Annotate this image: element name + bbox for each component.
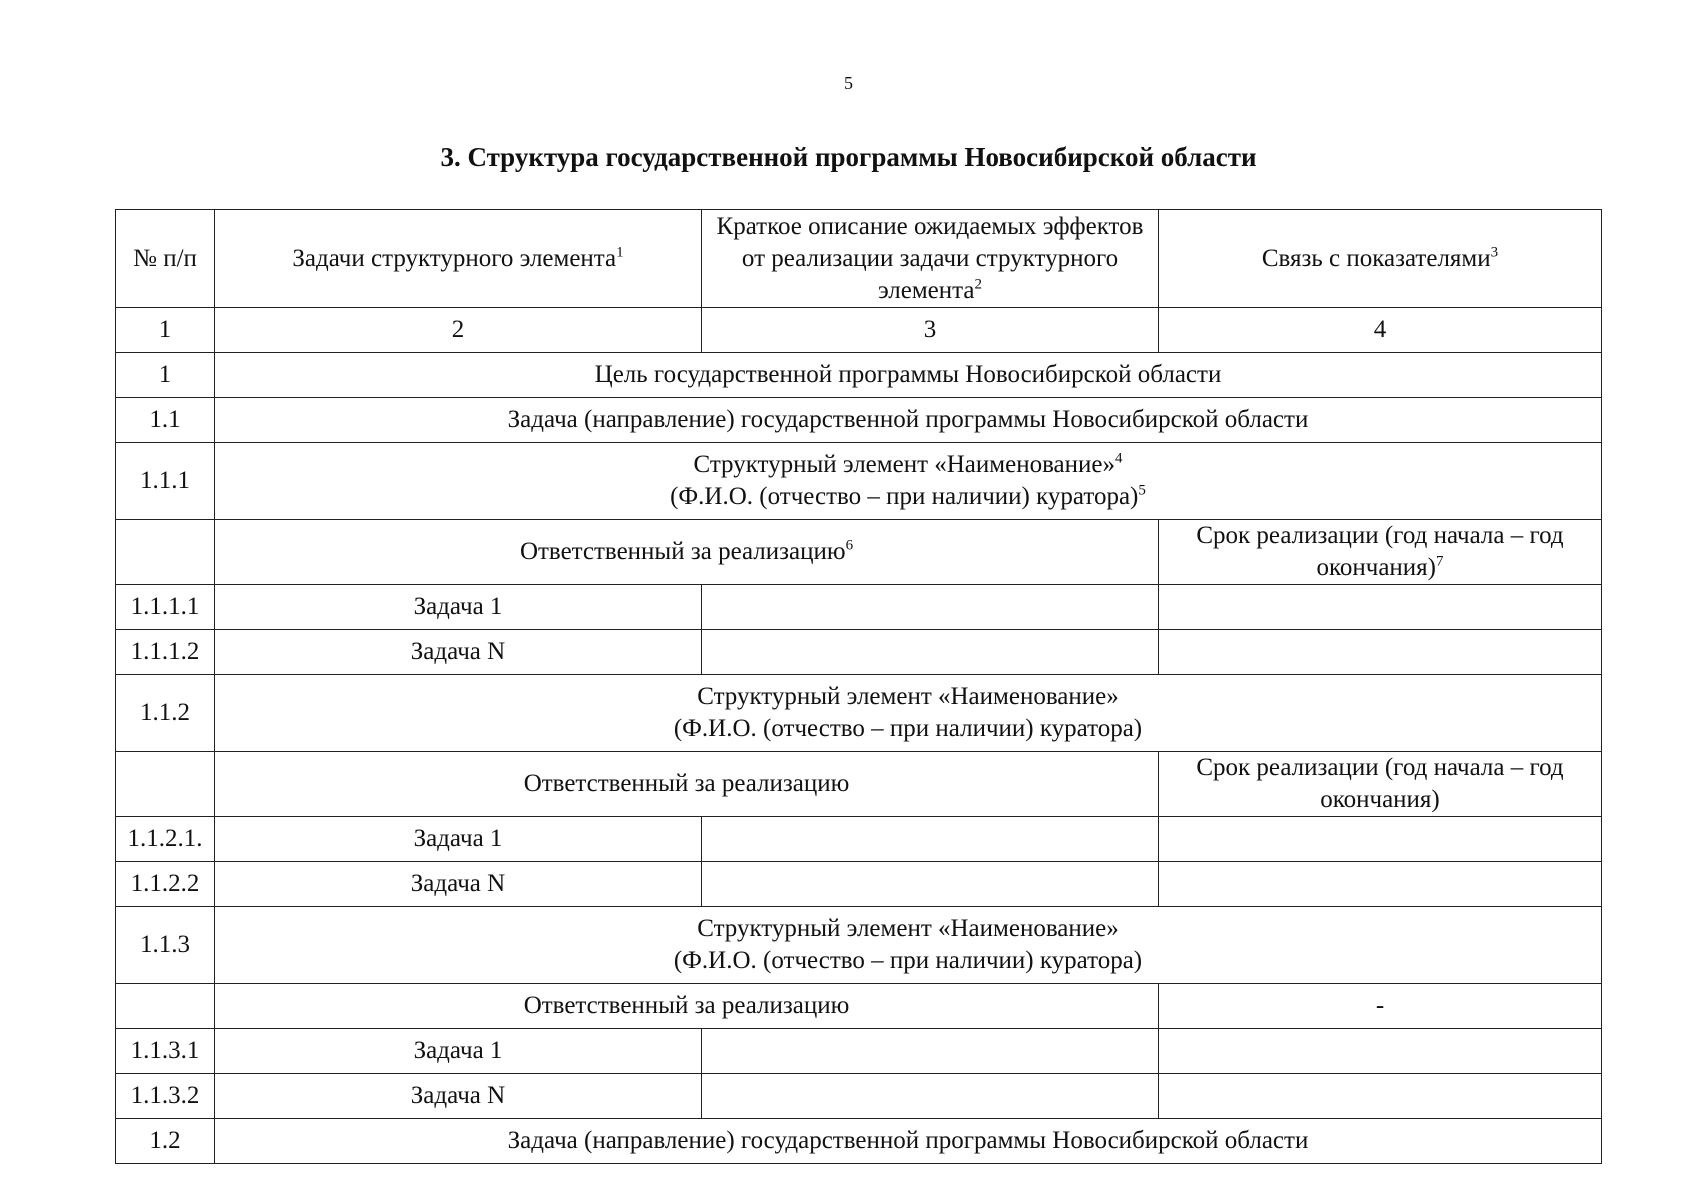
empty-cell bbox=[1159, 817, 1602, 862]
task-direction-row bbox=[116, 1119, 1602, 1164]
table-row bbox=[116, 630, 1602, 675]
task-name: Задача 1 bbox=[215, 585, 702, 630]
task-name: Задача N bbox=[215, 1074, 702, 1119]
column-number: 1 bbox=[116, 308, 215, 353]
page-title: 3. Структура государственной программы Новосибирской области bbox=[440, 142, 1257, 172]
column-number: 4 bbox=[1159, 308, 1602, 353]
table-row bbox=[116, 585, 1602, 630]
page-number: 5 bbox=[844, 73, 853, 93]
structural-element-row bbox=[116, 443, 1602, 520]
empty-cell bbox=[116, 520, 215, 585]
task-name: Задача N bbox=[215, 630, 702, 675]
table-row bbox=[116, 1074, 1602, 1119]
task-direction-text: Задача (направление) государственной программы Новосибирской области bbox=[215, 1119, 1602, 1164]
row-number: 1.1.2.1. bbox=[116, 817, 215, 862]
header-effects-cell bbox=[702, 210, 1159, 308]
column-number: 2 bbox=[215, 308, 702, 353]
term-cell: - bbox=[1159, 984, 1602, 1029]
row-number: 1.1 bbox=[116, 398, 215, 443]
structural-element-curator: (Ф.И.О. (отчество – при наличии) куратора)$^5$ bbox=[670, 482, 1146, 510]
responsible-cell: Ответственный за реализацию bbox=[215, 752, 1159, 817]
structural-element-name: Структурный элемент «Наименование»$^4$ bbox=[693, 450, 1123, 478]
responsible-cell: Ответственный за реализацию bbox=[215, 984, 1159, 1029]
task-name: Задача 1 bbox=[215, 1029, 702, 1074]
empty-cell bbox=[702, 1074, 1159, 1119]
header-tasks: Задачи структурного элемента bbox=[292, 244, 617, 272]
empty-cell bbox=[702, 630, 1159, 675]
responsible-row bbox=[116, 520, 1602, 585]
footnote-mark: 2 bbox=[974, 276, 982, 293]
term-cell: Срок реализации (год начала – год окончания) bbox=[1159, 752, 1602, 817]
structural-element-row bbox=[116, 675, 1602, 752]
task-name: Задача N bbox=[215, 862, 702, 907]
header-effects: Краткое описание ожидаемых эффектов от реализации задачи структурного элемента bbox=[716, 212, 1144, 304]
empty-cell bbox=[702, 862, 1159, 907]
structural-element-name: Структурный элемент «Наименование» bbox=[697, 915, 1119, 942]
table-row bbox=[116, 817, 1602, 862]
row-number: 1.1.2.2 bbox=[116, 862, 215, 907]
empty-cell bbox=[1159, 862, 1602, 907]
responsible-cell: Ответственный за реализацию$^6$ bbox=[215, 520, 1159, 585]
structural-element-row bbox=[116, 907, 1602, 984]
footnote-mark: 4 bbox=[1115, 450, 1123, 467]
row-number: 1.1.1.1 bbox=[116, 585, 215, 630]
empty-cell bbox=[702, 817, 1159, 862]
table-row bbox=[116, 1029, 1602, 1074]
structural-element-curator: (Ф.И.О. (отчество – при наличии) куратора) bbox=[673, 947, 1143, 974]
responsible-row bbox=[116, 984, 1602, 1029]
row-number: 1.1.3.1 bbox=[116, 1029, 215, 1074]
footnote-mark: 1 bbox=[616, 244, 624, 261]
task-direction-row bbox=[116, 398, 1602, 443]
goal-text: Цель государственной программы Новосибирской области bbox=[215, 353, 1602, 398]
structural-element-curator: (Ф.И.О. (отчество – при наличии) куратора) bbox=[673, 715, 1143, 742]
structural-element-cell bbox=[215, 443, 1602, 520]
structure-table bbox=[115, 209, 1602, 1164]
footnote-mark: 3 bbox=[1490, 244, 1499, 261]
header-indicators-cell bbox=[1159, 210, 1602, 308]
structural-element-cell bbox=[215, 907, 1602, 984]
row-number: 1.1.2 bbox=[116, 675, 215, 752]
empty-cell bbox=[116, 752, 215, 817]
header-tasks-cell bbox=[215, 210, 702, 308]
goal-row bbox=[116, 353, 1602, 398]
header-number: № п/п bbox=[133, 244, 197, 272]
header-number-cell bbox=[116, 210, 215, 308]
empty-cell bbox=[702, 1029, 1159, 1074]
table-row bbox=[116, 862, 1602, 907]
task-direction-text: Задача (направление) государственной программы Новосибирской области bbox=[215, 398, 1602, 443]
table-header-row bbox=[116, 210, 1602, 308]
structural-element-cell bbox=[215, 675, 1602, 752]
responsible-row bbox=[116, 752, 1602, 817]
row-number: 1.2 bbox=[116, 1119, 215, 1164]
row-number: 1.1.1 bbox=[116, 443, 215, 520]
footnote-mark: 6 bbox=[845, 537, 854, 554]
empty-cell bbox=[702, 585, 1159, 630]
footnote-mark: 5 bbox=[1138, 482, 1146, 499]
term-cell: Срок реализации (год начала – год окончания)$^7$ bbox=[1159, 520, 1602, 585]
task-name: Задача 1 bbox=[215, 817, 702, 862]
empty-cell bbox=[1159, 585, 1602, 630]
row-number: 1.1.1.2 bbox=[116, 630, 215, 675]
column-number: 3 bbox=[702, 308, 1159, 353]
empty-cell bbox=[1159, 630, 1602, 675]
header-indicators: Связь с показателями bbox=[1261, 244, 1491, 272]
row-number: 1 bbox=[116, 353, 215, 398]
empty-cell bbox=[1159, 1029, 1602, 1074]
column-numbers-row bbox=[116, 308, 1602, 353]
structural-element-name: Структурный элемент «Наименование» bbox=[697, 683, 1119, 710]
row-number: 1.1.3.2 bbox=[116, 1074, 215, 1119]
row-number: 1.1.3 bbox=[116, 907, 215, 984]
empty-cell bbox=[116, 984, 215, 1029]
footnote-mark: 7 bbox=[1436, 553, 1444, 570]
empty-cell bbox=[1159, 1074, 1602, 1119]
